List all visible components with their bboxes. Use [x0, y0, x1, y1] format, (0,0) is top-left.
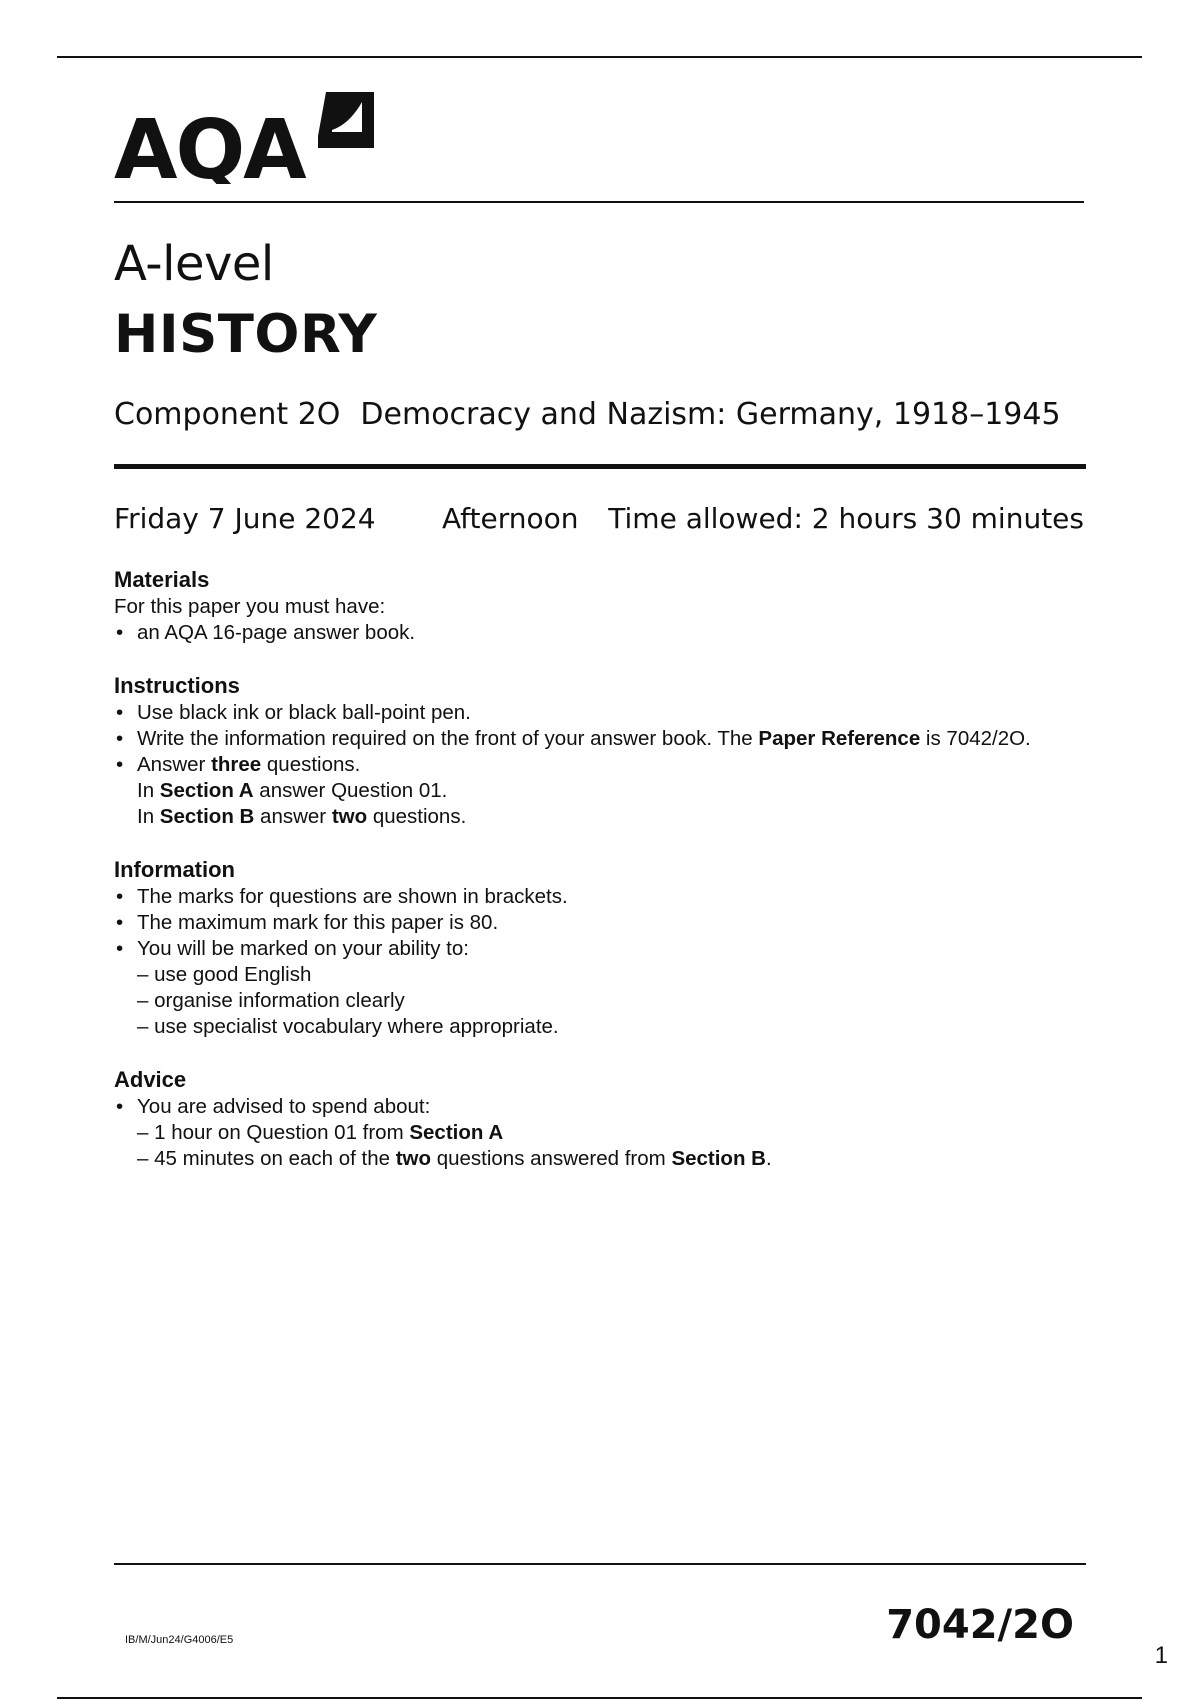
level-title: A-level	[114, 236, 274, 292]
text-run-bold: Paper Reference	[758, 727, 921, 750]
paper-code: 7042/2O	[886, 1602, 1074, 1648]
list-item	[114, 936, 1074, 1040]
page-number: 1	[1154, 1642, 1168, 1669]
text-run: Answer	[137, 753, 212, 776]
text-line	[137, 778, 1074, 804]
information-section	[114, 856, 1074, 1040]
materials-section	[114, 566, 1074, 646]
component-title: Democracy and Nazism: Germany, 1918–1945	[360, 397, 1061, 432]
top-border	[57, 56, 1142, 58]
materials-intro: For this paper you must have:	[114, 595, 386, 618]
list-item	[114, 726, 1074, 752]
text-line	[137, 752, 1074, 778]
materials-list	[114, 620, 1074, 646]
instructions-list	[114, 700, 1074, 830]
text-run-bold: two	[395, 1147, 431, 1170]
text-line: – organise information clearly	[137, 989, 405, 1012]
materials-heading: Materials	[114, 567, 210, 592]
aqa-logo-mark	[318, 92, 374, 148]
component-line	[114, 397, 1061, 432]
text-line	[137, 1146, 1074, 1172]
exam-date: Friday 7 June 2024	[114, 502, 376, 535]
list-item: • The maximum mark for this paper is 80.	[114, 910, 1074, 936]
text-run-bold: Section B	[671, 1147, 766, 1170]
text-run: In	[137, 805, 160, 828]
exam-session: Afternoon	[442, 502, 579, 535]
bottom-border	[57, 1697, 1142, 1699]
footer-divider	[114, 1563, 1086, 1565]
aqa-logo	[114, 88, 384, 189]
text-run: – 45 minutes on each of the	[137, 1147, 396, 1170]
document-reference: IB/M/Jun24/G4006/E5	[125, 1634, 234, 1646]
text-line: • You are advised to spend about:	[137, 1095, 431, 1118]
text-run-bold: Section A	[409, 1121, 504, 1144]
body-content	[114, 566, 1074, 1198]
text-line: – use specialist vocabulary where appropriate.	[137, 1015, 559, 1038]
text-run: – 1 hour on Question 01 from	[137, 1121, 410, 1144]
advice-heading: Advice	[114, 1067, 187, 1092]
text-line	[137, 804, 1074, 830]
text-run: answer	[254, 805, 332, 828]
text-run: is 7042/2O.	[920, 727, 1031, 750]
text-run-bold: two	[331, 805, 368, 828]
list-item: • an AQA 16-page answer book.	[114, 620, 1074, 646]
text-run-bold: Section A	[159, 779, 254, 802]
information-list	[114, 884, 1074, 1040]
instructions-section	[114, 672, 1074, 830]
text-run: questions.	[367, 805, 467, 828]
list-item: • The marks for questions are shown in brackets.	[114, 884, 1074, 910]
instructions-heading: Instructions	[114, 673, 240, 698]
text-run: questions.	[261, 753, 361, 776]
list-item: • Use black ink or black ball-point pen.	[114, 700, 1074, 726]
text-run: .	[765, 1147, 772, 1170]
text-run-bold: Section B	[159, 805, 255, 828]
list-item	[114, 1094, 1074, 1172]
header-divider	[114, 201, 1084, 203]
text-run: questions answered from	[431, 1147, 672, 1170]
text-run: answer Question 01.	[253, 779, 448, 802]
text-line: – use good English	[137, 963, 312, 986]
information-heading: Information	[114, 857, 235, 882]
advice-section	[114, 1066, 1074, 1172]
text-run: In	[137, 779, 160, 802]
subject-title: HISTORY	[114, 304, 378, 365]
text-run-bold: three	[211, 753, 262, 776]
advice-list	[114, 1094, 1074, 1172]
text-line: • You will be marked on your ability to:	[137, 937, 469, 960]
thick-divider	[114, 464, 1086, 469]
aqa-logo-text: AQA	[114, 103, 305, 184]
time-allowed: Time allowed: 2 hours 30 minutes	[608, 502, 1084, 535]
text-run: Write the information required on the front of your answer book. The	[137, 727, 759, 750]
component-label: Component 2O	[114, 397, 341, 432]
list-item	[114, 752, 1074, 830]
text-line	[137, 1120, 1074, 1146]
